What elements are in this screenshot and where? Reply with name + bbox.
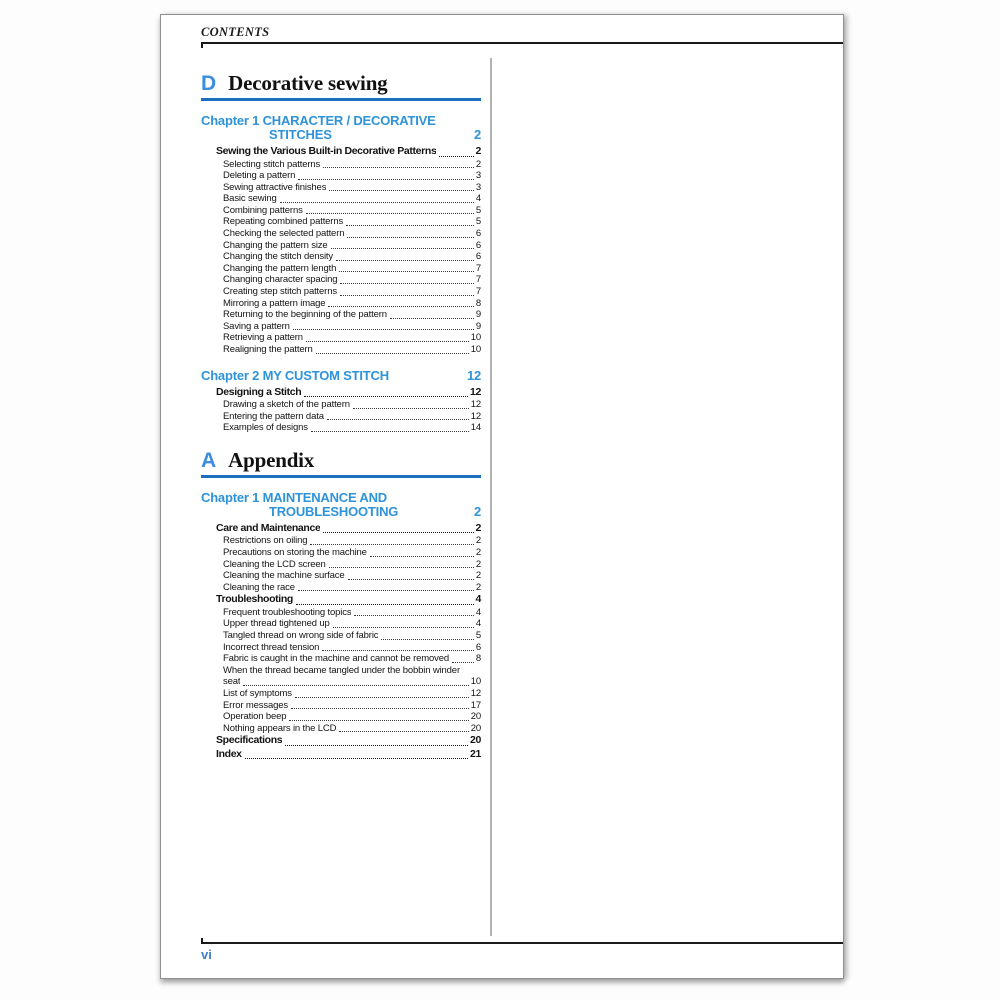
chapter-label: Chapter 2 — [201, 367, 260, 383]
dot-leader — [347, 237, 474, 238]
entry-page-number: 4 — [475, 593, 481, 606]
chapter-page-number: 12 — [466, 367, 481, 383]
dot-leader — [339, 271, 474, 272]
entry-title: seat — [223, 676, 241, 688]
section-letter: D — [201, 72, 217, 95]
dot-leader — [381, 639, 473, 640]
dot-leader — [331, 248, 474, 249]
entry-page-number: 2 — [475, 145, 481, 157]
dot-leader — [329, 190, 474, 191]
entry-page-number: 14 — [470, 422, 481, 434]
entry-page-number: 8 — [475, 653, 481, 665]
entry-page-number: 2 — [475, 558, 481, 570]
entry-page-number: 3 — [475, 181, 481, 193]
toc-entry — [201, 159, 481, 171]
toc-section — [201, 71, 481, 434]
chapter-heading-text — [201, 369, 461, 383]
toc-entry — [201, 251, 481, 263]
dot-leader — [285, 745, 468, 746]
dot-leader — [340, 295, 474, 296]
entry-page-number: 5 — [475, 204, 481, 216]
toc-entry — [201, 570, 481, 582]
entry-page-number: 3 — [475, 170, 481, 182]
chapter-heading — [201, 114, 481, 142]
entry-title: Changing the pattern length — [223, 262, 337, 274]
entry-page-number: 12 — [470, 410, 481, 422]
entry-page-number: 10 — [470, 344, 481, 355]
dot-leader — [336, 260, 474, 261]
entry-page-number: 12 — [470, 688, 481, 699]
dot-leader — [306, 213, 474, 214]
entry-title: Mirroring a pattern image — [223, 297, 326, 309]
column-divider — [490, 58, 492, 936]
dot-leader — [245, 758, 468, 759]
toc-entry — [201, 711, 481, 723]
chapter-label: Chapter 1 — [201, 113, 260, 128]
toc-entry — [201, 653, 481, 665]
toc-entry-bold — [201, 593, 481, 607]
dot-leader — [329, 567, 474, 568]
chapter-heading — [201, 369, 481, 383]
entry-title: Drawing a sketch of the pattern — [223, 399, 350, 411]
entry-title: Specifications — [216, 734, 283, 747]
toc-entry — [201, 193, 481, 205]
entry-page-number: 4 — [475, 618, 481, 630]
dot-leader — [370, 556, 474, 557]
dot-leader — [353, 408, 469, 409]
section-title: Decorative sewing — [228, 71, 388, 95]
entry-page-number: 20 — [470, 711, 481, 723]
section-title: Appendix — [228, 447, 315, 472]
entry-page-number: 2 — [475, 581, 481, 593]
toc-entry — [201, 205, 481, 217]
dot-leader — [340, 283, 473, 284]
toc-entry — [201, 274, 481, 286]
section-rule — [201, 98, 481, 101]
entry-page-number: 5 — [475, 216, 481, 228]
toc-entry — [201, 618, 481, 630]
entry-title: Troubleshooting — [216, 593, 293, 606]
entry-page-number: 6 — [475, 228, 481, 240]
dot-leader — [316, 353, 469, 354]
entry-title: Upper thread tightened up — [223, 618, 330, 630]
entry-title: Restrictions on oiling — [223, 535, 308, 547]
chapter-label: Chapter 1 — [201, 489, 260, 505]
entry-title: Precautions on storing the machine — [223, 546, 367, 558]
entry-title: Deleting a pattern — [223, 170, 296, 182]
dot-leader — [348, 579, 474, 580]
entry-title: Returning to the beginning of the pattern — [223, 309, 387, 321]
toc-entry — [201, 559, 481, 571]
toc-entry — [201, 665, 481, 677]
dot-leader — [439, 156, 473, 157]
dot-leader — [296, 604, 474, 605]
toc-entry-bold — [201, 522, 481, 536]
contents-header: CONTENTS — [201, 25, 270, 39]
entry-page-number: 2 — [475, 158, 481, 170]
dot-leader — [311, 431, 469, 432]
toc-entry — [201, 642, 481, 654]
toc-entry — [201, 170, 481, 182]
entry-page-number: 9 — [475, 309, 481, 321]
toc-entry — [201, 582, 481, 594]
entry-page-number: 8 — [475, 297, 481, 309]
entry-title: Entering the pattern data — [223, 410, 324, 422]
entry-list — [201, 145, 481, 356]
entry-page-number: 2 — [475, 546, 481, 558]
entry-title: Changing character spacing — [223, 274, 338, 286]
entry-title: Saving a pattern — [223, 320, 290, 332]
entry-title: Changing the pattern size — [223, 239, 328, 251]
entry-page-number: 17 — [470, 699, 481, 711]
chapter-page-number: 2 — [473, 127, 481, 142]
dot-leader — [327, 419, 469, 420]
entry-page-number: 7 — [475, 262, 481, 274]
chapter-heading-text — [201, 491, 468, 519]
chapter-title: CHARACTER / DECORATIVE STITCHES — [262, 113, 436, 142]
entry-title: Care and Maintenance — [216, 521, 321, 534]
page-number: vi — [201, 947, 212, 962]
entry-title: When the thread became tangled under the bobbin winder — [223, 664, 460, 676]
entry-page-number: 4 — [475, 193, 481, 205]
chapter-title: MAINTENANCE AND TROUBLESHOOTING — [262, 489, 399, 519]
toc-entry — [201, 216, 481, 228]
dot-leader — [333, 627, 474, 628]
entry-title: Repeating combined patterns — [223, 216, 344, 228]
entry-page-number: 12 — [470, 385, 481, 398]
toc-entry — [201, 228, 481, 240]
toc-entry — [201, 607, 481, 619]
dot-leader — [390, 318, 474, 319]
toc-entry — [201, 182, 481, 194]
dot-leader — [293, 329, 474, 330]
toc-entry — [201, 700, 481, 712]
entry-title: Index — [216, 747, 242, 760]
dot-leader — [291, 708, 469, 709]
entry-title: Cleaning the race — [223, 581, 295, 593]
dot-leader — [298, 179, 474, 180]
dot-leader — [280, 202, 474, 203]
dot-leader — [346, 225, 474, 226]
toc-column — [201, 57, 481, 761]
entry-title: Selecting stitch patterns — [223, 158, 321, 170]
entry-title: Changing the stitch density — [223, 251, 334, 263]
entry-title: Cleaning the machine surface — [223, 570, 345, 582]
entry-page-number: 10 — [470, 676, 481, 688]
toc-entry — [201, 630, 481, 642]
section-header — [201, 448, 481, 473]
document-sheet — [160, 14, 844, 979]
entry-title: Fabric is caught in the machine and cannot be removed — [223, 653, 449, 665]
toc-entry — [201, 688, 481, 700]
dot-leader — [243, 685, 468, 686]
entry-page-number: 20 — [470, 734, 481, 747]
entry-page-number: 20 — [470, 722, 481, 734]
entry-page-number: 7 — [475, 274, 481, 286]
toc-entry — [201, 344, 481, 356]
entry-page-number: 9 — [475, 320, 481, 332]
section-letter: A — [201, 448, 217, 472]
entry-page-number: 2 — [475, 521, 481, 534]
entry-title: Incorrect thread tension — [223, 641, 320, 653]
dot-leader — [306, 341, 469, 342]
entry-title: Combining patterns — [223, 204, 303, 216]
toc-entry — [201, 240, 481, 252]
header-rule — [201, 42, 843, 44]
toc-entry-bold — [201, 386, 481, 400]
dot-leader — [323, 167, 474, 168]
entry-title: Sewing the Various Built-in Decorative Patterns — [216, 145, 437, 157]
toc-section — [201, 448, 481, 762]
dot-leader — [304, 396, 468, 397]
dot-leader — [310, 544, 474, 545]
entry-title: Realigning the pattern — [223, 344, 313, 355]
entry-page-number: 6 — [475, 641, 481, 653]
entry-page-number: 7 — [475, 286, 481, 298]
dot-leader — [298, 590, 474, 591]
dot-leader — [322, 650, 474, 651]
toc-entry — [201, 321, 481, 333]
toc-entry — [201, 332, 481, 344]
toc-entry — [201, 535, 481, 547]
entry-title: Cleaning the LCD screen — [223, 558, 326, 570]
dot-leader — [328, 306, 473, 307]
chapter-heading-text — [201, 114, 468, 142]
toc-entry-bold — [201, 145, 481, 159]
entry-page-number: 4 — [475, 606, 481, 618]
toc-entry — [201, 286, 481, 298]
entry-page-number: 12 — [470, 399, 481, 411]
entry-page-number: 5 — [475, 630, 481, 642]
entry-title: Frequent troubleshooting topics — [223, 606, 352, 618]
section-rule — [201, 475, 481, 478]
chapter-heading — [201, 491, 481, 519]
dot-leader — [295, 697, 469, 698]
toc-entry — [201, 399, 481, 411]
entry-list — [201, 522, 481, 762]
toc-entry — [201, 676, 481, 688]
entry-page-number: 2 — [475, 535, 481, 547]
entry-page-number: 6 — [475, 251, 481, 263]
entry-title: Creating step stitch patterns — [223, 286, 337, 298]
entry-page-number: 2 — [475, 570, 481, 582]
entry-title: Designing a Stitch — [216, 385, 302, 398]
chapter-block — [201, 491, 481, 762]
entry-title: Tangled thread on wrong side of fabric — [223, 630, 379, 642]
entry-title: Nothing appears in the LCD — [223, 722, 337, 734]
entry-title: Error messages — [223, 699, 288, 711]
chapter-page-number: 2 — [473, 503, 481, 519]
entry-page-number: 21 — [470, 747, 481, 760]
entry-title: Operation beep — [223, 711, 287, 723]
toc-entry — [201, 723, 481, 735]
entry-list — [201, 386, 481, 434]
chapter-block — [201, 369, 481, 434]
toc-entry — [201, 298, 481, 310]
entry-title: Sewing attractive finishes — [223, 181, 327, 193]
toc-entry-bold — [201, 734, 481, 748]
toc-entry-bold — [201, 748, 481, 762]
toc-entry — [201, 263, 481, 275]
entry-page-number: 10 — [470, 332, 481, 344]
dot-leader — [354, 615, 473, 616]
entry-title: List of symptoms — [223, 688, 292, 699]
section-header — [201, 71, 481, 96]
entry-title: Checking the selected pattern — [223, 228, 345, 240]
chapter-block — [201, 114, 481, 356]
toc-entry — [201, 411, 481, 423]
entry-title: Basic sewing — [223, 193, 277, 205]
entry-title: Examples of designs — [223, 422, 308, 434]
dot-leader — [323, 532, 473, 533]
dot-leader — [452, 662, 474, 663]
chapter-title: MY CUSTOM STITCH — [262, 367, 389, 383]
toc-entry — [201, 422, 481, 434]
toc-entry — [201, 547, 481, 559]
footer-rule — [201, 942, 843, 944]
toc-entry — [201, 309, 481, 321]
dot-leader — [289, 720, 468, 721]
entry-title: Retrieving a pattern — [223, 332, 303, 344]
entry-page-number: 6 — [475, 239, 481, 251]
dot-leader — [339, 731, 468, 732]
